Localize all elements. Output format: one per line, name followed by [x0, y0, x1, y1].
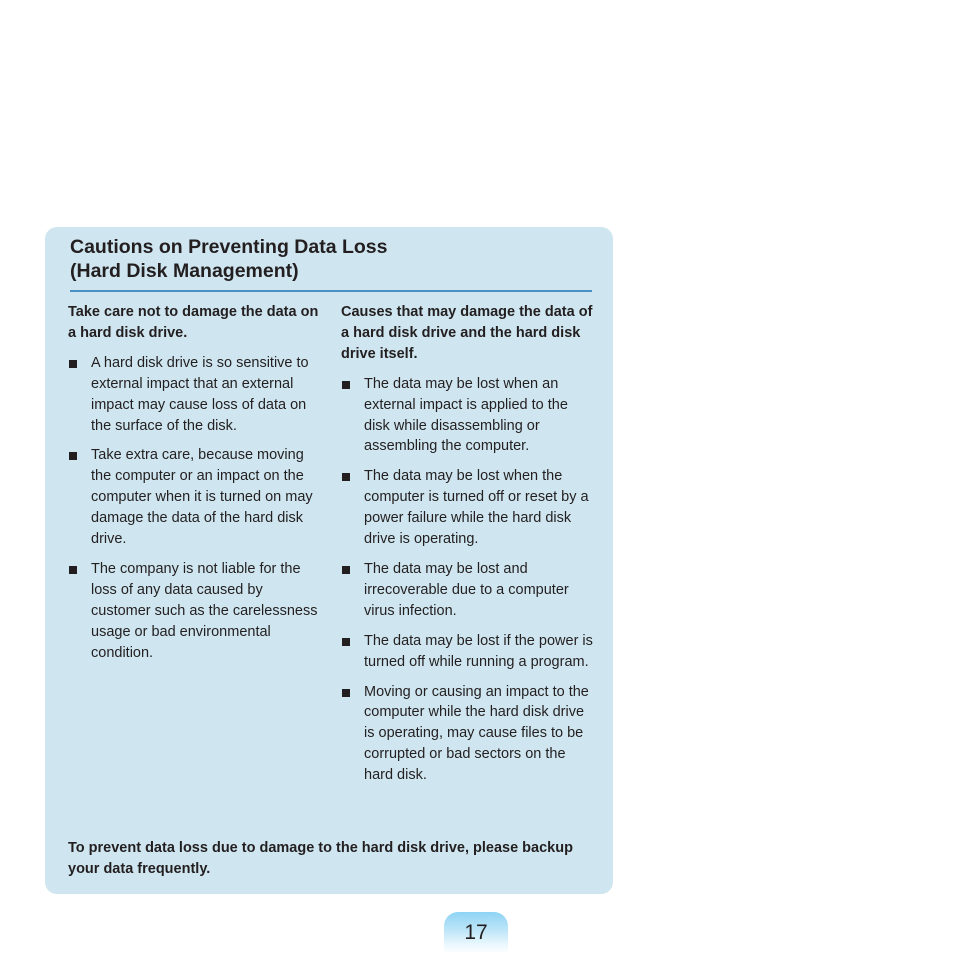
- list-item: [68, 445, 323, 550]
- section-title: [70, 235, 387, 283]
- list-item-text: The data may be lost if the power is turned off while running a program.: [364, 632, 593, 670]
- list-item: [341, 631, 597, 673]
- list-item: [341, 466, 597, 550]
- list-item: [341, 374, 597, 458]
- list-item-text: The company is not liable for the loss of any data caused by customer such as the carelessness usage or bad environmental condition.: [91, 560, 318, 661]
- list-item-text: The data may be lost and irrecoverable due to a computer virus infection.: [364, 560, 569, 619]
- section-title-line: Cautions on Preventing Data Loss: [70, 236, 388, 258]
- list-item: [68, 353, 323, 437]
- square-bullet-icon: [69, 452, 77, 460]
- square-bullet-icon: [342, 381, 350, 389]
- list-item-text: The data may be lost when an external impact is applied to the disk while disassembling or assembling the computer.: [364, 375, 568, 455]
- square-bullet-icon: [342, 473, 350, 481]
- right-bullet-list: [341, 374, 597, 786]
- left-bullet-list: [68, 353, 323, 664]
- section-title-line: (Hard Disk Management): [70, 260, 299, 282]
- left-column-heading: Take care not to damage the data on a hard disk drive.: [68, 304, 319, 341]
- right-column: [341, 302, 597, 795]
- list-item-text: A hard disk drive is so sensitive to external impact that an external impact may cause loss of data on the surface of the disk.: [91, 354, 309, 434]
- square-bullet-icon: [69, 360, 77, 368]
- square-bullet-icon: [69, 566, 77, 574]
- square-bullet-icon: [342, 689, 350, 697]
- list-item: [68, 559, 323, 664]
- right-column-heading: Causes that may damage the data of a hard disk drive and the hard disk drive itself.: [341, 304, 593, 362]
- list-item-text: Take extra care, because moving the computer or an impact on the computer when it is turned on may damage the data of the hard disk drive.: [91, 447, 313, 548]
- left-column: [68, 302, 323, 673]
- square-bullet-icon: [342, 638, 350, 646]
- list-item: [341, 559, 597, 622]
- list-item-text: Moving or causing an impact to the computer while the hard disk drive is operating, may cause files to be corrupted or bad sectors on the hard disk.: [364, 683, 589, 784]
- title-divider: [70, 290, 592, 292]
- list-item: [341, 682, 597, 787]
- square-bullet-icon: [342, 566, 350, 574]
- page-number: 17: [464, 921, 488, 944]
- list-item-text: The data may be lost when the computer is turned off or reset by a power failure while the hard disk drive is operating.: [364, 468, 589, 548]
- backup-note: To prevent data loss due to damage to the hard disk drive, please backup your data frequently.: [68, 840, 573, 877]
